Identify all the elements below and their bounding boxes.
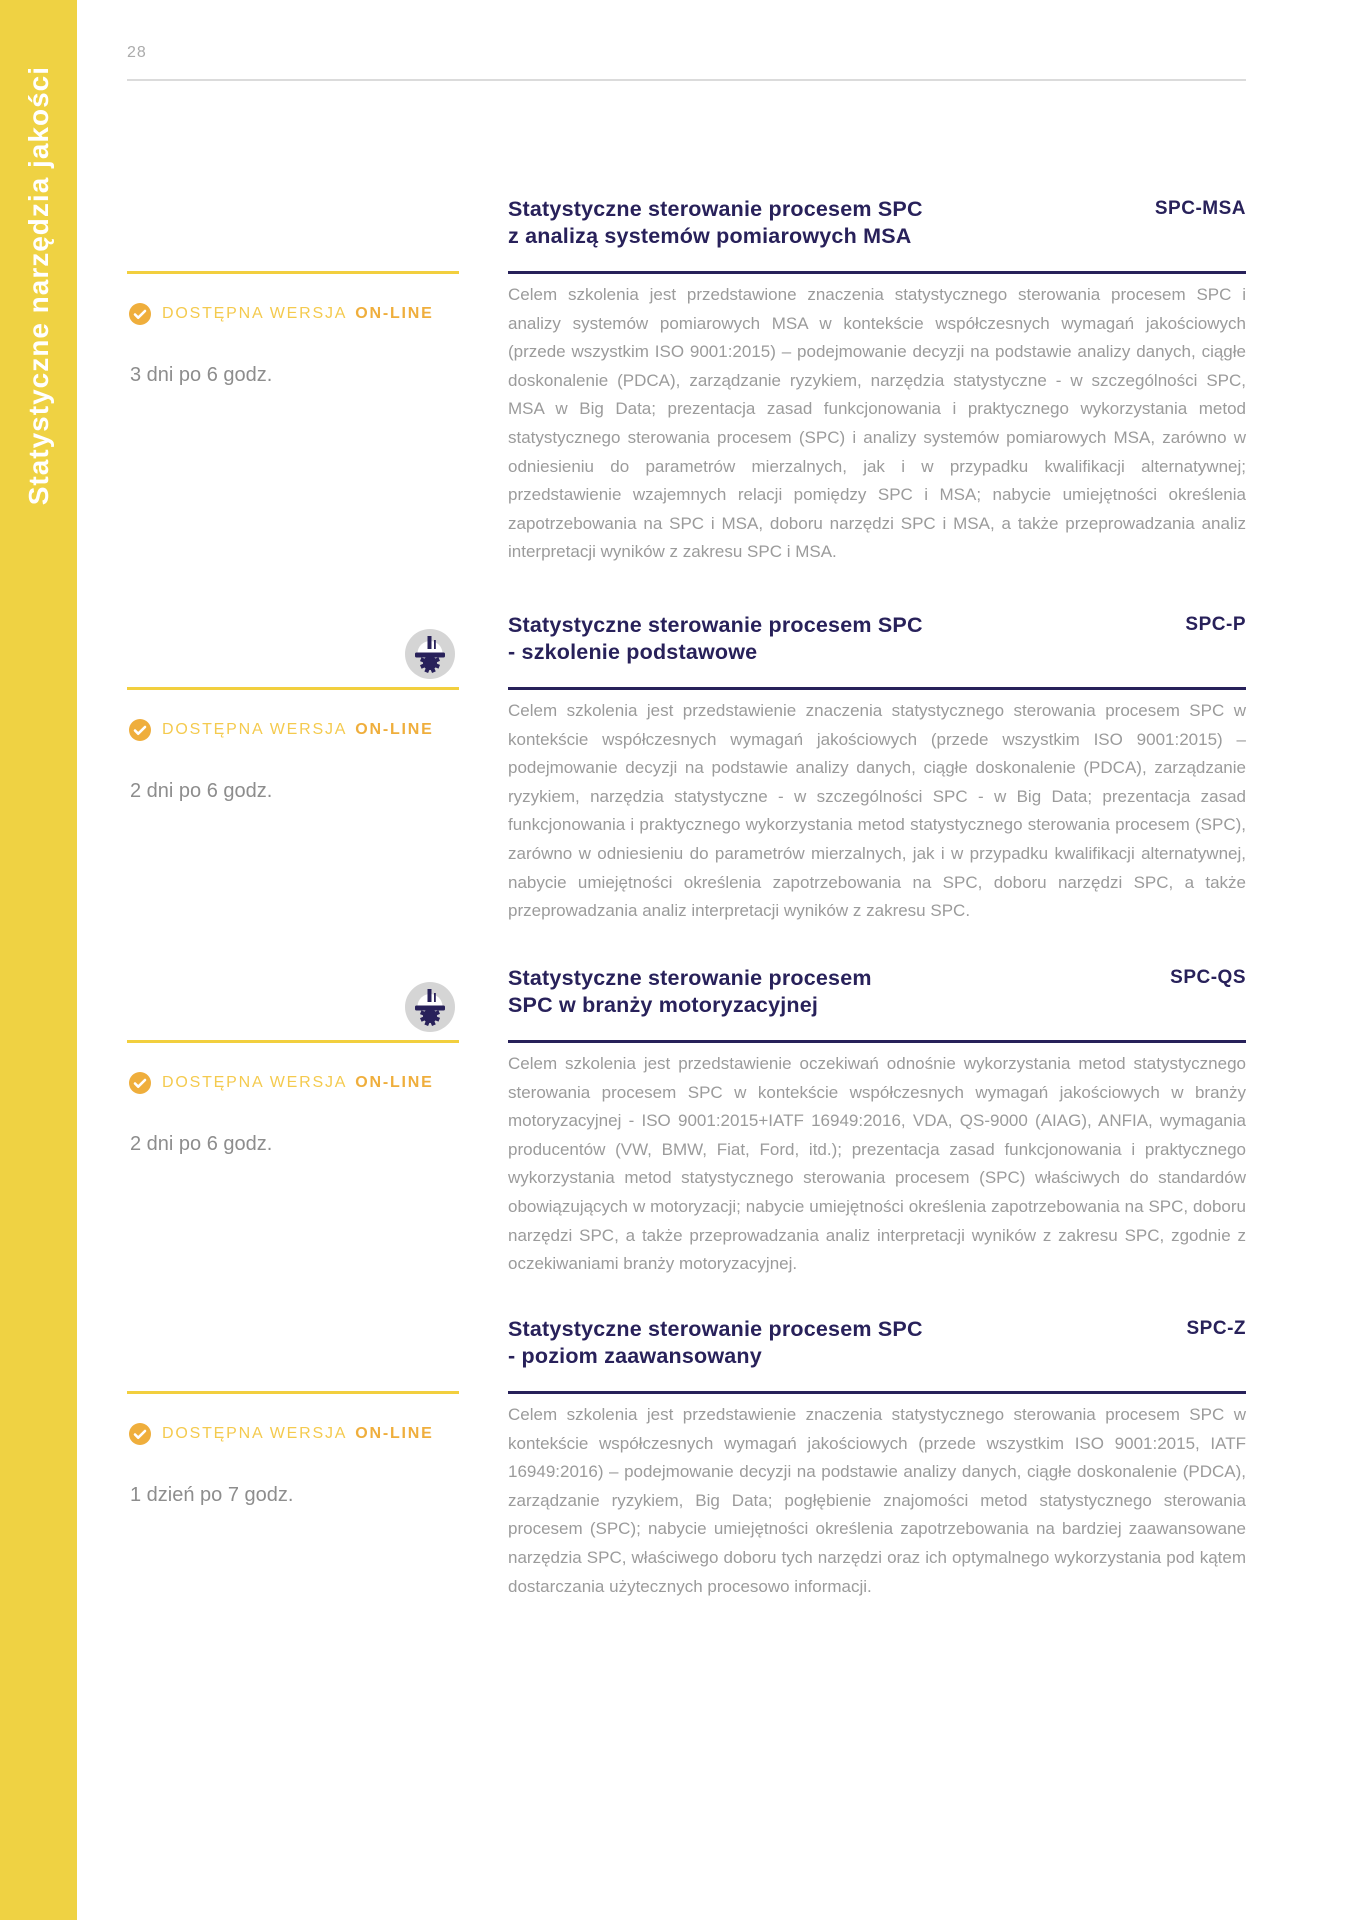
title-divider [508, 271, 1246, 274]
course-title-line1: Statystyczne sterowanie procesem [508, 966, 872, 990]
course-details [508, 196, 1246, 562]
course-duration: 3 dni po 6 godz. [130, 364, 273, 386]
machine-gear-icon [405, 982, 455, 1032]
category-label: Statystyczne narzędzia jakości [22, 66, 54, 506]
title-divider [508, 1391, 1246, 1394]
left-accent-line [127, 271, 459, 274]
course-title [508, 196, 1246, 250]
title-divider [508, 687, 1246, 690]
left-accent-line [127, 687, 459, 690]
availability-online-label: ON-LINE [355, 1074, 434, 1091]
course-details [508, 612, 1246, 921]
course-description: Celem szkolenia jest przedstawione znaczenia statystycznego sterowania procesem SPC i analizy systemów pomiarowych MSA w kontekście współczesnych wymagań jakościowych (przede wszystkim ISO 9001:2015) – podejmowanie decyzji na podstawie analizy danych, ciągłe doskonalenie (PDCA), zarządzanie ryzykiem, narzędzia statystyczne - w szczególności SPC, MSA w Big Data; prezentacja zasad funkcjonowania i praktycznego wykorzystania metod statystycznego sterowania procesem (SPC) i analizy systemów pomiarowych MSA, zarówno w odniesieniu do parametrów mierzalnych, jak i w przypadku kwalifikacji alternatywnej; przedstawienie wzajemnych relacji pomiędzy SPC i MSA; nabycie umiejętności określenia zapotrzebowania na SPC i MSA, doboru narzędzi SPC i MSA, a także przeprowadzania analiz interpretacji wyników z zakresu SPC i MSA. [508, 285, 1246, 562]
course-description: Celem szkolenia jest przedstawienie znaczenia statystycznego sterowania procesem SPC w kontekście współczesnych wymagań jakościowych (przede wszystkim ISO 9001:2015) – podejmowanie decyzji na podstawie analizy danych, ciągłe doskonalenie (PDCA), zarządzanie ryzykiem, narzędzia statystyczne - w szczególności SPC - w Big Data; prezentacja zasad funkcjonowania i praktycznego wykorzystania metod statystycznego sterowania procesem (SPC), zarówno w odniesieniu do parametrów mierzalnych, jak i w przypadku kwalifikacji alternatywnej, nabycie umiejętności określenia zapotrzebowania na SPC, doboru narzędzi SPC, a także przeprowadzania analiz interpretacji wyników z zakresu SPC. [508, 701, 1246, 921]
category-sidebar [0, 0, 77, 1920]
course-title-line2: - poziom zaawansowany [508, 1344, 762, 1368]
availability-online-label: ON-LINE [355, 721, 434, 738]
check-circle-icon [129, 719, 151, 741]
availability-row [129, 719, 434, 741]
course-title-line2: - szkolenie podstawowe [508, 640, 758, 664]
course-code: SPC-P [1185, 614, 1246, 635]
check-circle-icon [129, 1423, 151, 1445]
availability-label: DOSTĘPNA WERSJA [162, 1074, 348, 1091]
course-title-line1: Statystyczne sterowanie procesem SPC [508, 1317, 923, 1341]
course-details [508, 1316, 1246, 1596]
course-duration: 2 dni po 6 godz. [130, 780, 273, 802]
course-description: Celem szkolenia jest przedstawienie znaczenia statystycznego sterowania procesem SPC w kontekście współczesnych wymagań jakościowych (przede wszystkim ISO 9001:2015, IATF 16949:2016) – podejmowanie decyzji na podstawie analizy danych, ciągłe doskonalenie (PDCA), zarządzanie ryzykiem, Big Data; pogłębienie znajomości metod statystycznego sterowania procesem (SPC); nabycie umiejętności określenia zapotrzebowania na bardziej zaawansowane narzędzia SPC, właściwego doboru tych narzędzi oraz ich optymalnego wykorzystania pod kątem dostarczania użytecznych procesowo informacji. [508, 1405, 1246, 1596]
left-accent-line [127, 1040, 459, 1043]
course-code: SPC-Z [1186, 1318, 1246, 1339]
course-title-line2: SPC w branży motoryzacyjnej [508, 993, 819, 1017]
availability-label: DOSTĘPNA WERSJA [162, 721, 348, 738]
course-duration: 1 dzień po 7 godz. [130, 1484, 294, 1506]
course-title-line1: Statystyczne sterowanie procesem SPC [508, 613, 923, 637]
check-circle-icon [129, 303, 151, 325]
check-circle-icon [129, 1072, 151, 1094]
availability-row [129, 303, 434, 325]
availability-online-label: ON-LINE [355, 1425, 434, 1442]
course-code: SPC-MSA [1154, 198, 1246, 219]
availability-row [129, 1423, 434, 1445]
availability-row [129, 1072, 434, 1094]
machine-gear-icon [405, 629, 455, 679]
availability-label: DOSTĘPNA WERSJA [162, 305, 348, 322]
course-title-line1: Statystyczne sterowanie procesem SPC [508, 197, 923, 221]
availability-online-label: ON-LINE [355, 305, 434, 322]
course-duration: 2 dni po 6 godz. [130, 1133, 273, 1155]
course-description: Celem szkolenia jest przedstawienie oczekiwań odnośnie wykorzystania metod statystycznego sterowania procesem SPC w kontekście współczesnych wymagań jakościowych w branży motoryzacyjnej - ISO 9001:2015+IATF 16949:2016, VDA, QS-9000 (AIAG), ANFIA, wymagania producentów (VW, BMW, Fiat, Ford, itd.); prezentacja zasad funkcjonowania i praktycznego wykorzystania metod statystycznego sterowania procesem (SPC) właściwych do standardów obowiązujących w motoryzacji; nabycie umiejętności określenia zapotrzebowania na SPC, doboru narzędzi SPC, a także przeprowadzania analiz interpretacji wyników z zakresu SPC, zgodnie z oczekiwaniami branży motoryzacyjnej. [508, 1054, 1246, 1274]
course-title [508, 1316, 1246, 1370]
left-accent-line [127, 1391, 459, 1394]
course-code: SPC-QS [1170, 967, 1246, 988]
availability-label: DOSTĘPNA WERSJA [162, 1425, 348, 1442]
course-details [508, 965, 1246, 1274]
page-number: 28 [127, 44, 147, 61]
course-title-line2: z analizą systemów pomiarowych MSA [508, 224, 912, 248]
course-title [508, 965, 1246, 1019]
course-title [508, 612, 1246, 666]
header-divider [127, 79, 1246, 81]
title-divider [508, 1040, 1246, 1043]
